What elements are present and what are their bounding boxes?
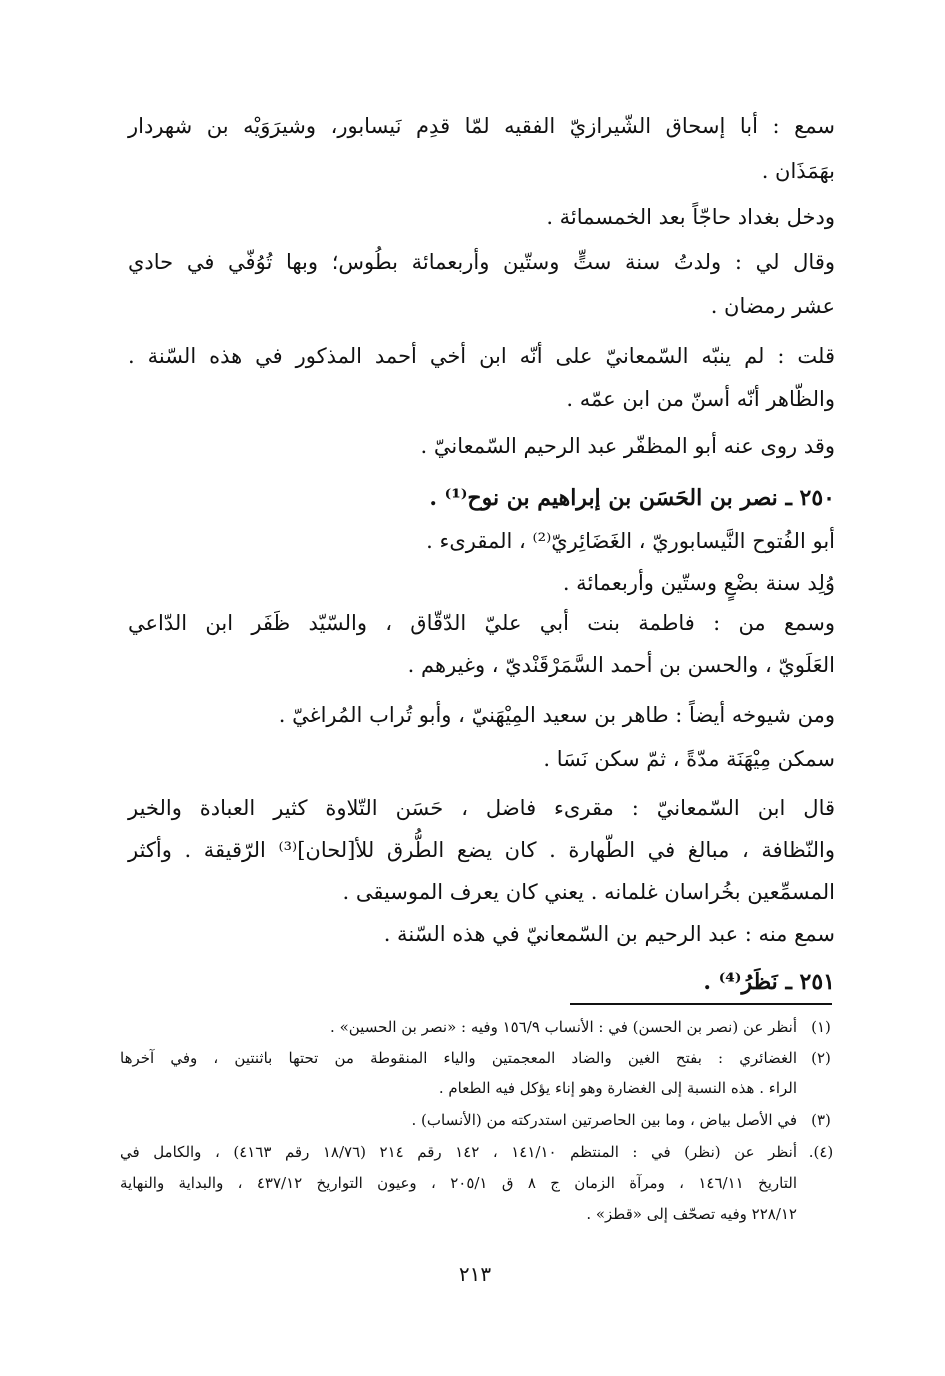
footnote-line: في الأصل بياض ، وما بين الحاصرتين استدركته من (الأنساب) . [411,1111,797,1129]
entry-heading-250: ٢٥٠ ـ نصر بن الحَسَن بن إبراهيم بن نوح⁽¹⁾ . [429,485,835,511]
body-line: سمع منه : عبد الرحيم بن السّمعانيّ في هذه السّنة . [383,922,835,946]
body-line: قال ابن السّمعانيّ : مقرىء فاضل ، حَسَن التّلاوة كثير العبادة والخير [128,796,835,820]
body-line: المسمِّعين بخُراسان غلمانه . يعني كان يعرف الموسيقى . [342,880,835,904]
body-line: سمع : أبا إسحاق الشّيرازيّ الفقيه لمّا قدِم نَيسابور، وشيرَوَيْه بن شهردار [128,114,835,138]
body-line: وسمع من : فاطمة بنت أبي عليّ الدّقّاق ، والسّيّد ظَفَر ابن الدّاعي [128,611,835,635]
body-line: وقال لي : ولدتُ سنة ستٍّ وستّين وأربعمائة بطُوس؛ وبها تُوُفّي في حادي [128,250,835,274]
body-line: ومن شيوخه أيضاً : طاهر بن سعيد المِيْهَنيّ ، وأبو تُراب المُراغيّ . [278,703,835,727]
body-line: سمكن مِيْهَنَة مدّةً ، ثمّ سكن نَسَا . [543,747,835,771]
body-line: أبو الفُتوح النَّيسابوريّ ، الغَضَائِريّ⁽²⁾ ، المقرىء . [426,529,835,553]
entry-heading-251: ٢٥١ ـ نَظَرُ⁽⁴⁾ . [703,969,835,995]
footnote-number: (٤). [808,1143,834,1161]
footnote-number: (١) [811,1018,831,1036]
footnote-line: ٢٢٨/١٢ وفيه تصحّف إلى «قطز» . [586,1205,797,1223]
body-line: ودخل بغداد حاجّاً بعد الخمسمائة . [546,205,835,229]
body-line: بهَمَذَان . [761,159,835,183]
body-line: وُلِد سنة بضْعٍ وستّين وأربعمائة . [562,571,835,595]
body-line: والنّظافة ، مبالغ في الطّهارة . كان يضع الطُّرق للأ[لحان]⁽³⁾ الرّقيقة . وأكثر [128,838,835,862]
footnote-line: الغضائري : بفتح الغين والضاد المعجمتين والياء المنقوطة من تحتها باثنتين ، وفي آخرها [120,1049,797,1067]
footnote-line: الراء . هذه النسبة إلى الغضارة وهو إناء يؤكل فيه الطعام . [438,1079,797,1097]
footnote-line: التاريخ ١٤٦/١١ ، ومرآة الزمان ج ٨ ق ٢٠٥/١ ، وعيون التواريخ ٤٣٧/١٢ ، والبداية والنهاية [120,1174,797,1192]
body-line: وقد روى عنه أبو المظفّر عبد الرحيم السّمعانيّ . [420,434,835,458]
footnote-line: أنظر عن (نصر بن الحسن) في : الأنساب ١٥٦/٩ وفيه : «نصر بن الحسين» . [330,1018,797,1036]
body-line: عشر رمضان . [710,294,835,318]
body-line: قلت : لم ينبّه السّمعانيّ على أنّه ابن أخي أحمد المذكور في هذه السّنة . [128,344,835,368]
body-line: العَلَويّ ، والحسن بن أحمد السَّمَرْقَنْديّ ، وغيرهم . [407,653,835,677]
footnote-number: (٣) [811,1111,831,1129]
footnote-number: (٢) [811,1049,831,1067]
footnote-line: أنظر عن (نظر) في : المنتظم ١٤١/١٠ ، ١٤٢ رقم ٢١٤ (١٨/٧٦ رقم ٤١٦٣) ، والكامل في [120,1143,797,1161]
page-number: ٢١٣ [458,1262,492,1286]
footnote-separator [570,1003,832,1005]
body-line: والظّاهر أنّه أسنّ من ابن عمّه . [566,387,835,411]
